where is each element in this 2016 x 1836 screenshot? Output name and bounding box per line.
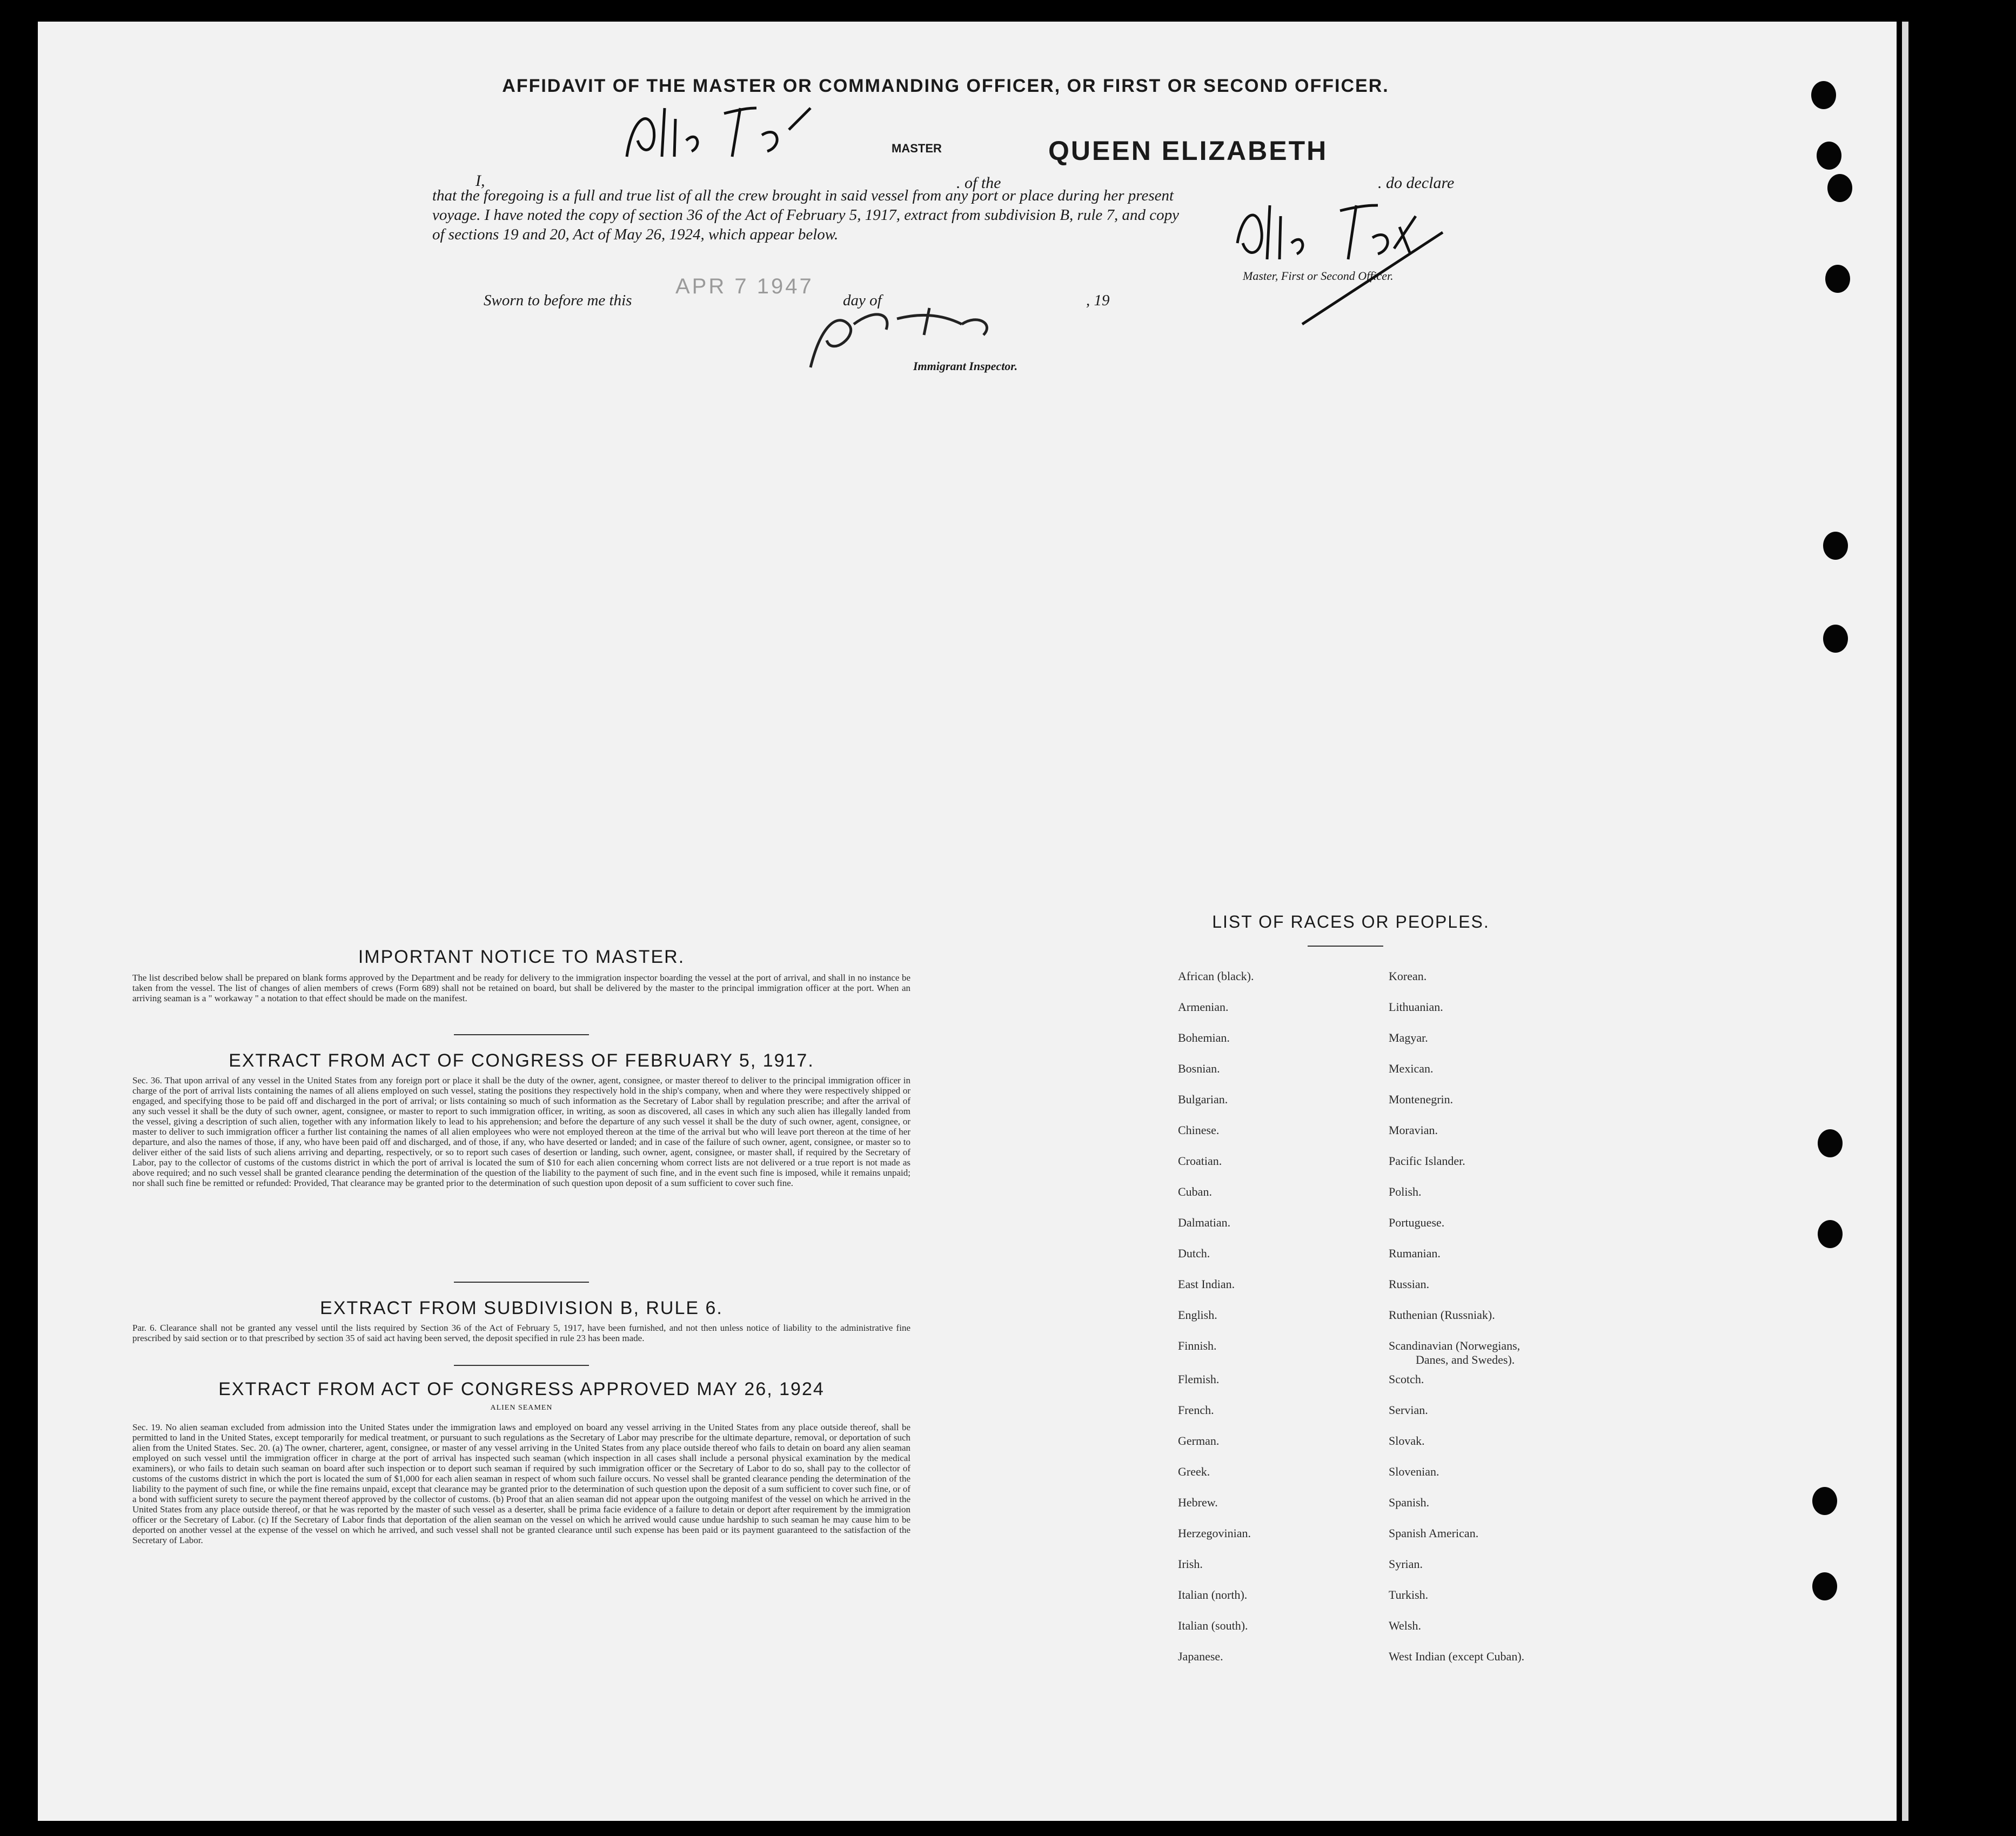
- race-item: Magyar.: [1389, 1031, 1428, 1044]
- binder-hole: [1812, 1487, 1837, 1515]
- races-title: LIST OF RACES OR PEOPLES.: [1212, 912, 1490, 932]
- race-item: Dalmatian.: [1178, 1216, 1231, 1229]
- divider: [454, 1282, 589, 1283]
- race-item: Armenian.: [1178, 1000, 1229, 1014]
- binder-hole: [1827, 174, 1852, 202]
- extract-1917-body: Sec. 36. That upon arrival of any vessel in the United States from any foreign port or place it shall be the duty of the owner, agent, consignee, or master thereof to deliver to the principal immigration officer in charge of the port of arrival lists containing the names of all aliens employed on such vessel, stating the positions they respectively hold in the ship's company, when and where they were respectively shipped or engaged, and specifying those to be paid off and discharged in the port of arrival; or lists containing so much of such information as the Secretary of Labor shall by regulation prescribe; and after the arrival of any such vessel it shall be the duty of such owner, agent, consignee, or master to report to such immigration officer, in writing, as soon as discovered, all cases in which any such alien has illegally landed from the vessel, giving a description of such alien, together with any information likely to lead to his apprehension; and before the departure of any such vessel it shall be the duty of such owner, agent, consignee, or master to deliver to such immigration officer a further list containing the names of all alien employees who were not employed thereon at the time of the arrival but who will leave port thereon at the time of her departure, and also the names of those, if any, who have been paid off and discharged, and of those, if any, who have deserted or landed; and in case of the failure of such owner, agent, consignee, or master so to deliver either of the said lists of such aliens arriving and departing, respectively, or so to report such cases of desertion or landing, such owner, agent, consignee, or master shall, if required by the Secretary of Labor, pay to the collector of customs of the customs district in which the port of arrival is located the sum of $10 for each alien concerning whom correct lists are not delivered or a true report is not made as above required; and no such vessel shall be granted clearance pending the determination of the question of the liability to the payment of such fine, and in the event such fine is imposed, while it remains unpaid; nor shall such fine be remitted or refunded: Provided, That clearance may be granted prior to the determination of such question upon deposit of a sum sufficient to cover such fine.: [132, 1075, 910, 1188]
- race-item: Bohemian.: [1178, 1031, 1230, 1044]
- race-item: African (black).: [1178, 969, 1254, 983]
- binder-hole: [1823, 532, 1848, 560]
- race-item: Flemish.: [1178, 1372, 1220, 1386]
- race-item: Italian (south).: [1178, 1619, 1248, 1632]
- binder-hole: [1811, 81, 1836, 109]
- race-item: Greek.: [1178, 1465, 1210, 1478]
- extract-1924-body: Sec. 19. No alien seaman excluded from admission into the United States under the immigration laws and employed on board any vessel arriving in the United States from any place outside thereof, shall be permitted to land in the United States, except temporarily for medical treatment, or pursuant to such regulations as the Secretary of Labor may prescribe for the ultimate departure, removal, or deportation of such alien from the United States. Sec. 20. (a) The owner, charterer, agent, consignee, or master of any vessel arriving in the United States from any place outside thereof who fails to detain on board any alien seaman employed on such vessel until the immigration officer in charge at the port of arrival has inspected such seaman (which inspection in all cases shall include a personal physical examination by the medical examiners), or who fails to detain such seaman on board after such inspection or to deport such seaman if required by such immigration officer or the Secretary of Labor to do so, shall pay to the collector of customs of the customs district in which the port is located the sum of $1,000 for each alien seaman in respect of whom such failure occurs. No vessel shall be granted clearance pending the determination of the liability to the payment of such fine, or while the fine remains unpaid, except that clearance may be granted prior to the determination of such question upon the deposit of a sum sufficient to cover such fine, or of a bond with sufficient surety to secure the payment thereof approved by the collector of customs. (b) Proof that an alien seaman did not appear upon the outgoing manifest of the vessel on which he arrived in the United States from any place outside thereof, or that he was reported by the master of such vessel as a deserter, shall be prima facie evidence of a failure to detain or deport after requirement by the immigration officer or the Secretary of Labor. (c) If the Secretary of Labor finds that deportation of the alien seaman on the vessel on which he arrived would cause undue hardship to such seaman he may cause him to be deported on another vessel at the expense of the vessel on which he arrived, and such vessel shall not be granted clearance until such expense has been paid or its payment guaranteed to the satisfaction of the Secretary of Labor.: [132, 1422, 911, 1545]
- race-item: Spanish American.: [1389, 1526, 1479, 1540]
- year-suffix: , 19: [1086, 292, 1110, 309]
- race-item: Mexican.: [1389, 1062, 1434, 1075]
- race-item: Slovenian.: [1389, 1465, 1439, 1478]
- race-item: Scotch.: [1389, 1372, 1424, 1386]
- race-item: German.: [1178, 1434, 1220, 1448]
- affidavit-title: AFFIDAVIT OF THE MASTER OR COMMANDING OFFICER, OR FIRST OR SECOND OFFICER.: [502, 76, 1389, 96]
- page-edge: [1902, 22, 1908, 1821]
- race-item: Bosnian.: [1178, 1062, 1220, 1075]
- sworn-text: Sworn to before me this: [484, 292, 632, 309]
- race-item: Irish.: [1178, 1557, 1203, 1571]
- subdivision-title: EXTRACT FROM SUBDIVISION B, RULE 6.: [320, 1298, 723, 1318]
- binder-hole: [1823, 625, 1848, 653]
- race-item: Croatian.: [1178, 1154, 1222, 1168]
- extract-1924-subtitle: ALIEN SEAMEN: [490, 1404, 553, 1412]
- subdivision-body: Par. 6. Clearance shall not be granted any vessel until the lists required by Section 36 of the Act of February 5, 1917, have been furnished, and not then unless notice of liability to the administrative fine prescribed by said section or to that prescribed by section 35 of said act having been served, the deposit specified in rule 23 has been made.: [132, 1323, 910, 1343]
- race-item: Cuban.: [1178, 1185, 1212, 1198]
- notice-body: The list described below shall be prepared on blank forms approved by the Department and be ready for delivery to the immigration inspector boarding the vessel at the port of arrival, and shall in no instance be taken from the vessel. The list of changes of alien members of crews (Form 689) shall not be retained on board, but shall be delivered by the master to the principal immigration officer at the port. When an arriving seaman is a " workaway " a notation to that effect should be made on the manifest.: [132, 973, 910, 1003]
- race-item: Bulgarian.: [1178, 1093, 1228, 1106]
- race-item: East Indian.: [1178, 1277, 1235, 1291]
- declaration-line-3: of sections 19 and 20, Act of May 26, 1924, which appear below.: [432, 226, 839, 243]
- affidavit-i: I,: [475, 172, 485, 190]
- race-item-continuation: Danes, and Swedes).: [1416, 1353, 1515, 1366]
- race-item: Chinese.: [1178, 1123, 1220, 1137]
- date-stamp: APR 7 1947: [675, 274, 814, 298]
- inspector-caption: Immigrant Inspector.: [913, 359, 1018, 373]
- notice-title: IMPORTANT NOTICE TO MASTER.: [358, 947, 685, 967]
- do-declare: . do declare: [1378, 174, 1455, 192]
- divider: [454, 1365, 589, 1366]
- race-item: Ruthenian (Russniak).: [1389, 1308, 1495, 1322]
- race-item: Scandinavian (Norwegians,: [1389, 1339, 1521, 1352]
- master-label: MASTER: [892, 142, 942, 155]
- day-of-text: day of: [843, 292, 882, 309]
- binder-hole: [1818, 1129, 1843, 1157]
- race-item: Russian.: [1389, 1277, 1430, 1291]
- vessel-name: QUEEN ELIZABETH: [1048, 136, 1328, 166]
- race-item: Korean.: [1389, 969, 1427, 983]
- race-item: Japanese.: [1178, 1650, 1223, 1663]
- race-item: Moravian.: [1389, 1123, 1438, 1137]
- race-item: Finnish.: [1178, 1339, 1217, 1352]
- inspector-signature: [800, 292, 1027, 373]
- race-item: Montenegrin.: [1389, 1093, 1454, 1106]
- race-item: French.: [1178, 1403, 1214, 1417]
- race-item: Rumanian.: [1389, 1247, 1441, 1260]
- officer-caption: Master, First or Second Officer.: [1243, 269, 1394, 283]
- binder-hole: [1812, 1572, 1837, 1600]
- race-item: Pacific Islander.: [1389, 1154, 1465, 1168]
- divider: [1308, 946, 1383, 947]
- race-item: Hebrew.: [1178, 1496, 1218, 1509]
- race-item: Servian.: [1389, 1403, 1428, 1417]
- of-the-label: . of the: [956, 174, 1001, 192]
- race-item: West Indian (except Cuban).: [1389, 1650, 1525, 1663]
- race-item: Polish.: [1389, 1185, 1422, 1198]
- extract-1917-title: EXTRACT FROM ACT OF CONGRESS OF FEBRUARY 5, 1917.: [229, 1050, 814, 1071]
- race-item: Italian (north).: [1178, 1588, 1248, 1602]
- extract-1924-title: EXTRACT FROM ACT OF CONGRESS APPROVED MAY 26, 1924: [218, 1379, 825, 1399]
- race-item: English.: [1178, 1308, 1217, 1322]
- race-item: Slovak.: [1389, 1434, 1425, 1448]
- race-item: Welsh.: [1389, 1619, 1421, 1632]
- divider: [454, 1034, 589, 1035]
- race-item: Dutch.: [1178, 1247, 1210, 1260]
- binder-hole: [1825, 265, 1850, 293]
- master-signature: [1232, 200, 1475, 330]
- race-item: Lithuanian.: [1389, 1000, 1443, 1014]
- race-item: Syrian.: [1389, 1557, 1423, 1571]
- declaration-line-1: that the foregoing is a full and true list of all the crew brought in said vessel from any port or place during her present: [432, 187, 1174, 204]
- binder-hole: [1818, 1220, 1843, 1248]
- declaration-line-2: voyage. I have noted the copy of section 36 of the Act of February 5, 1917, extract from subdivision B, rule 7, and copy: [432, 206, 1180, 224]
- race-item: Turkish.: [1389, 1588, 1429, 1602]
- race-item: Spanish.: [1389, 1496, 1430, 1509]
- master-signature-top: [616, 97, 821, 173]
- race-item: Portuguese.: [1389, 1216, 1445, 1229]
- binder-hole: [1817, 142, 1841, 170]
- race-item: Herzegovinian.: [1178, 1526, 1251, 1540]
